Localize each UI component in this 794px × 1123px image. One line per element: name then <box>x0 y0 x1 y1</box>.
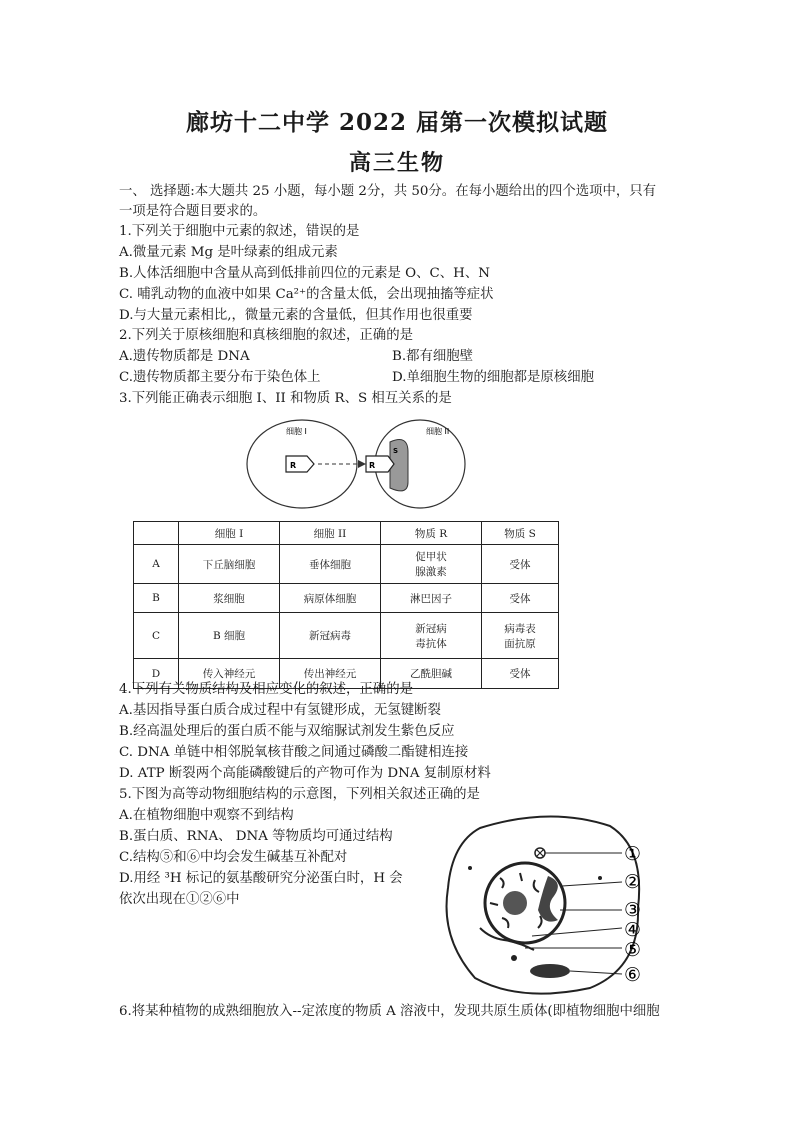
table-cell: B <box>134 584 179 613</box>
section-intro-line-2: 一项是符合题目要求的。 <box>119 204 267 219</box>
q4-stem: 4.下列有关物质结构及相应变化的叙述，正确的是 <box>119 682 413 697</box>
table-row <box>134 613 559 659</box>
q4-option-c: C. DNA 单链中相邻脱氧核苷酸之间通过磷酸二酯键相连接 <box>119 745 469 760</box>
q5-animal-cell-diagram <box>440 808 680 998</box>
table-header-cell: 细胞 I <box>179 522 280 545</box>
table-header-cell: 物质 R <box>381 522 482 545</box>
q4-option-b: B.经高温处理后的蛋白质不能与双缩脲试剂发生紫色反应 <box>119 724 455 739</box>
table-cell: 传入神经元 <box>179 659 280 689</box>
table-row <box>134 545 559 584</box>
table-cell: 乙酰胆碱 <box>381 659 482 689</box>
receptor-s-label: S <box>393 447 399 455</box>
leader-line-2 <box>562 882 622 886</box>
cell-2-label: 细胞 II <box>426 427 450 436</box>
table-cell: 传出神经元 <box>280 659 381 689</box>
page-subtitle: 高三生物 <box>348 150 445 176</box>
figure-label-6: ⑥ <box>624 964 642 986</box>
q1-option-c: C. 哺乳动物的血液中如果 Ca²⁺的含量太低，会出现抽搐等症状 <box>119 287 494 302</box>
arrow-head-icon <box>358 460 366 468</box>
table-cell: B 细胞 <box>179 613 280 659</box>
mitochondrion <box>530 964 570 978</box>
q6-stem: 6.将某种植物的成熟细胞放入--定浓度的物质 A 溶液中，发现共原生质体(即植物细胞中细胞 <box>119 1004 660 1019</box>
q5-option-c: C.结构⑤和⑥中均会发生碱基互补配对 <box>119 850 348 865</box>
q3-option-table <box>133 521 559 689</box>
q1-option-d: D.与大量元素相比,，微量元素的含量低，但其作用也很重要 <box>119 308 473 323</box>
vesicle <box>468 866 472 870</box>
q3-stem: 3.下列能正确表示细胞 I、II 和物质 R、S 相互关系的是 <box>119 391 452 406</box>
q5-option-a: A.在植物细胞中观察不到结构 <box>119 808 294 823</box>
table-cell: 浆细胞 <box>179 584 280 613</box>
cell-1-label: 细胞 I <box>286 427 307 436</box>
nucleolus <box>503 891 527 915</box>
q2-option-d: D.单细胞生物的细胞都是原核细胞 <box>392 370 594 385</box>
q1-option-a: A.微量元素 Mg 是叶绿素的组成元素 <box>119 245 338 260</box>
q3-cell-diagram <box>240 412 480 522</box>
table-header-cell: 物质 S <box>482 522 559 545</box>
figure-label-2: ② <box>624 871 642 893</box>
table-cell: A <box>134 545 179 584</box>
table-cell: 新冠病 毒抗体 <box>381 613 482 659</box>
q5-stem: 5.下图为高等动物细胞结构的示意图，下列相关叙述正确的是 <box>119 787 480 802</box>
bound-r-label: R <box>369 461 376 470</box>
table-row <box>134 584 559 613</box>
figure-label-1: ① <box>624 843 642 865</box>
figure-label-5: ⑤ <box>624 939 642 961</box>
table-cell: D <box>134 659 179 689</box>
table-cell: 新冠病毒 <box>280 613 381 659</box>
q2-option-c: C.遗传物质都主要分布于染色体上 <box>119 370 321 385</box>
substance-r-label: R <box>290 461 297 470</box>
table-header-row <box>134 522 559 545</box>
table-header-cell <box>134 522 179 545</box>
table-cell: 受体 <box>482 659 559 689</box>
table-cell: 病毒表 面抗原 <box>482 613 559 659</box>
table-header-cell: 细胞 II <box>280 522 381 545</box>
table-cell: 下丘脑细胞 <box>179 545 280 584</box>
table-cell: 促甲状 腺激素 <box>381 545 482 584</box>
q2-option-b: B.都有细胞壁 <box>392 349 474 364</box>
table-cell: 受体 <box>482 584 559 613</box>
figure-label-4: ④ <box>624 919 642 941</box>
q1-option-b: B.人体活细胞中含量从高到低排前四位的元素是 O、C、H、N <box>119 266 490 281</box>
q4-option-a: A.基因指导蛋白质合成过程中有氢键形成，无氢键断裂 <box>119 703 441 718</box>
q5-option-d: D.用经 ³H 标记的氨基酸研究分泌蛋白时，H 会 <box>119 871 403 886</box>
vesicle <box>598 876 602 880</box>
section-intro-line-1: 一、 选择题:本大题共 25 小题，每小题 2分，共 50分。在每小题给出的四个选项中，只有 <box>119 184 657 199</box>
q4-option-d: D. ATP 断裂两个高能磷酸键后的产物可作为 DNA 复制原材料 <box>119 766 491 781</box>
q2-option-a: A.遗传物质都是 DNA <box>119 349 250 364</box>
q2-stem: 2.下列关于原核细胞和真核细胞的叙述，正确的是 <box>119 328 413 343</box>
table-cell: 受体 <box>482 545 559 584</box>
q1-stem: 1.下列关于细胞中元素的叙述，错误的是 <box>119 224 360 239</box>
table-cell: 垂体细胞 <box>280 545 381 584</box>
vesicle <box>511 955 517 961</box>
table-cell: 病原体细胞 <box>280 584 381 613</box>
table-cell: C <box>134 613 179 659</box>
table-cell: 淋巴因子 <box>381 584 482 613</box>
q5-option-d-cont: 依次出现在①②⑥中 <box>119 892 240 907</box>
q5-option-b: B.蛋白质、RNA、 DNA 等物质均可通过结构 <box>119 829 393 844</box>
page-title: 廊坊十二中学 2022 届第一次模拟试题 <box>185 109 609 136</box>
figure-label-3: ③ <box>624 899 642 921</box>
centrosome <box>535 848 545 858</box>
